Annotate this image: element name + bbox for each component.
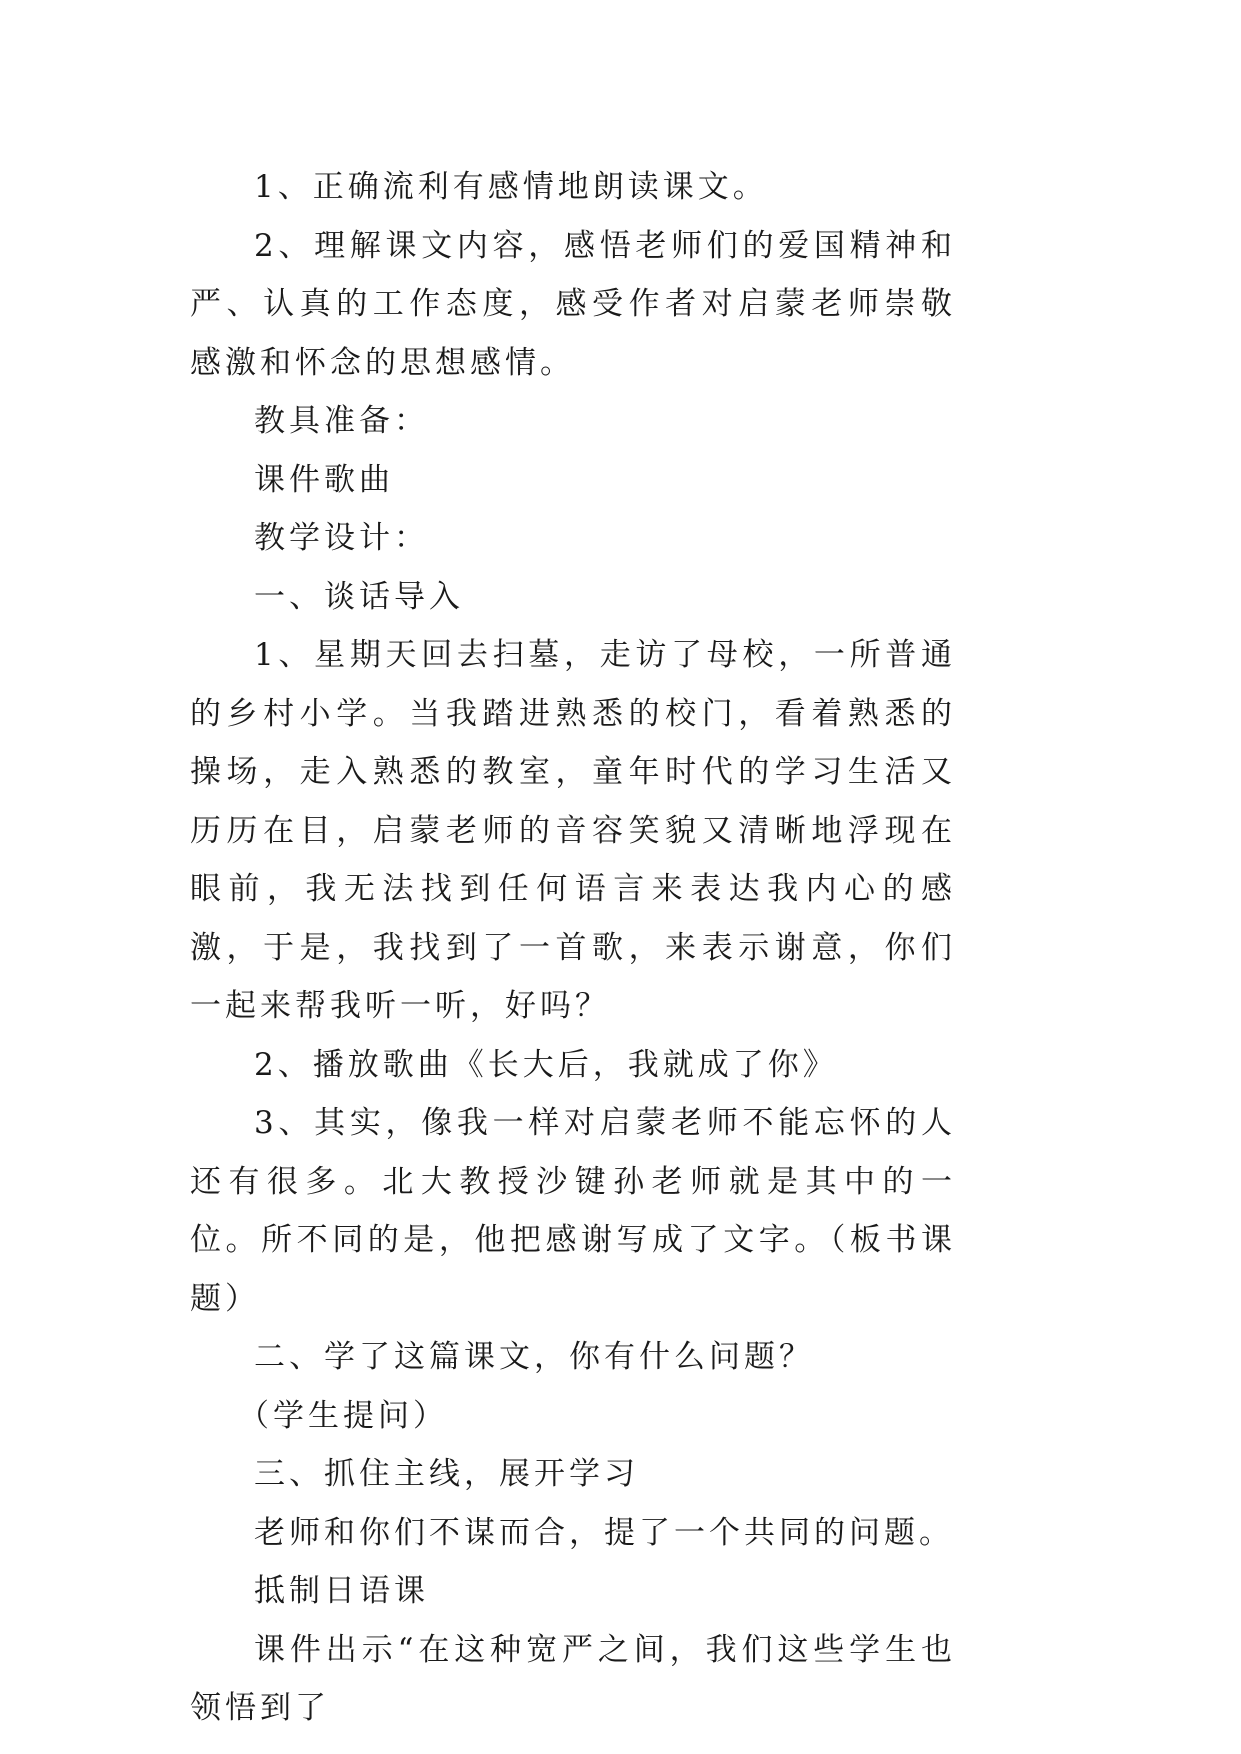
section-1-item-2: 2、播放歌曲《长大后，我就成了你》	[254, 1046, 838, 1083]
section-2-heading: 二、学了这篇课文，你有什么问题？	[254, 1339, 814, 1375]
section-1-item-3: 3、其实，像我一样对启蒙老师不能忘怀的人还有很多。北大教授沙键孙老师就是其中的一位。所不同的是，他把感谢写成了文字。（板书课题）	[190, 1105, 956, 1317]
student-questions-note: （学生提问）	[238, 1397, 448, 1434]
section-1-item-1: 1、星期天回去扫墓，走访了母校，一所普通的乡村小学。当我踏进熟悉的校门，看着熟悉的操场，走入熟悉的教室，童年时代的学习生活又历历在目，启蒙老师的音容笑貌又清晰地浮现在眼前，我无法找到任何语言来表达我内心的感激，于是，我找到了一首歌，来表示谢意，你们一起来帮我听一听，好吗？	[190, 637, 956, 1024]
objective-2: 2、理解课文内容，感悟老师们的爱国精神和严、认真的工作态度，感受作者对启蒙老师崇敬感激和怀念的思想感情。	[190, 227, 956, 381]
objective-1: 1、正确流利有感情地朗读课文。	[254, 169, 768, 205]
section-3-courseware-quote: 课件出示“在这种宽严之间，我们这些学生也领悟到了	[190, 1631, 956, 1726]
teaching-design-heading: 教学设计：	[254, 520, 429, 556]
teaching-aids-content: 课件歌曲	[254, 461, 394, 498]
section-3-topic: 抵制日语课	[254, 1573, 429, 1609]
section-3-intro: 老师和你们不谋而合，提了一个共同的问题。	[254, 1514, 954, 1551]
section-3-heading: 三、抓住主线，展开学习	[254, 1456, 639, 1492]
teaching-aids-heading: 教具准备：	[254, 403, 429, 439]
section-1-heading: 一、谈话导入	[254, 578, 464, 615]
